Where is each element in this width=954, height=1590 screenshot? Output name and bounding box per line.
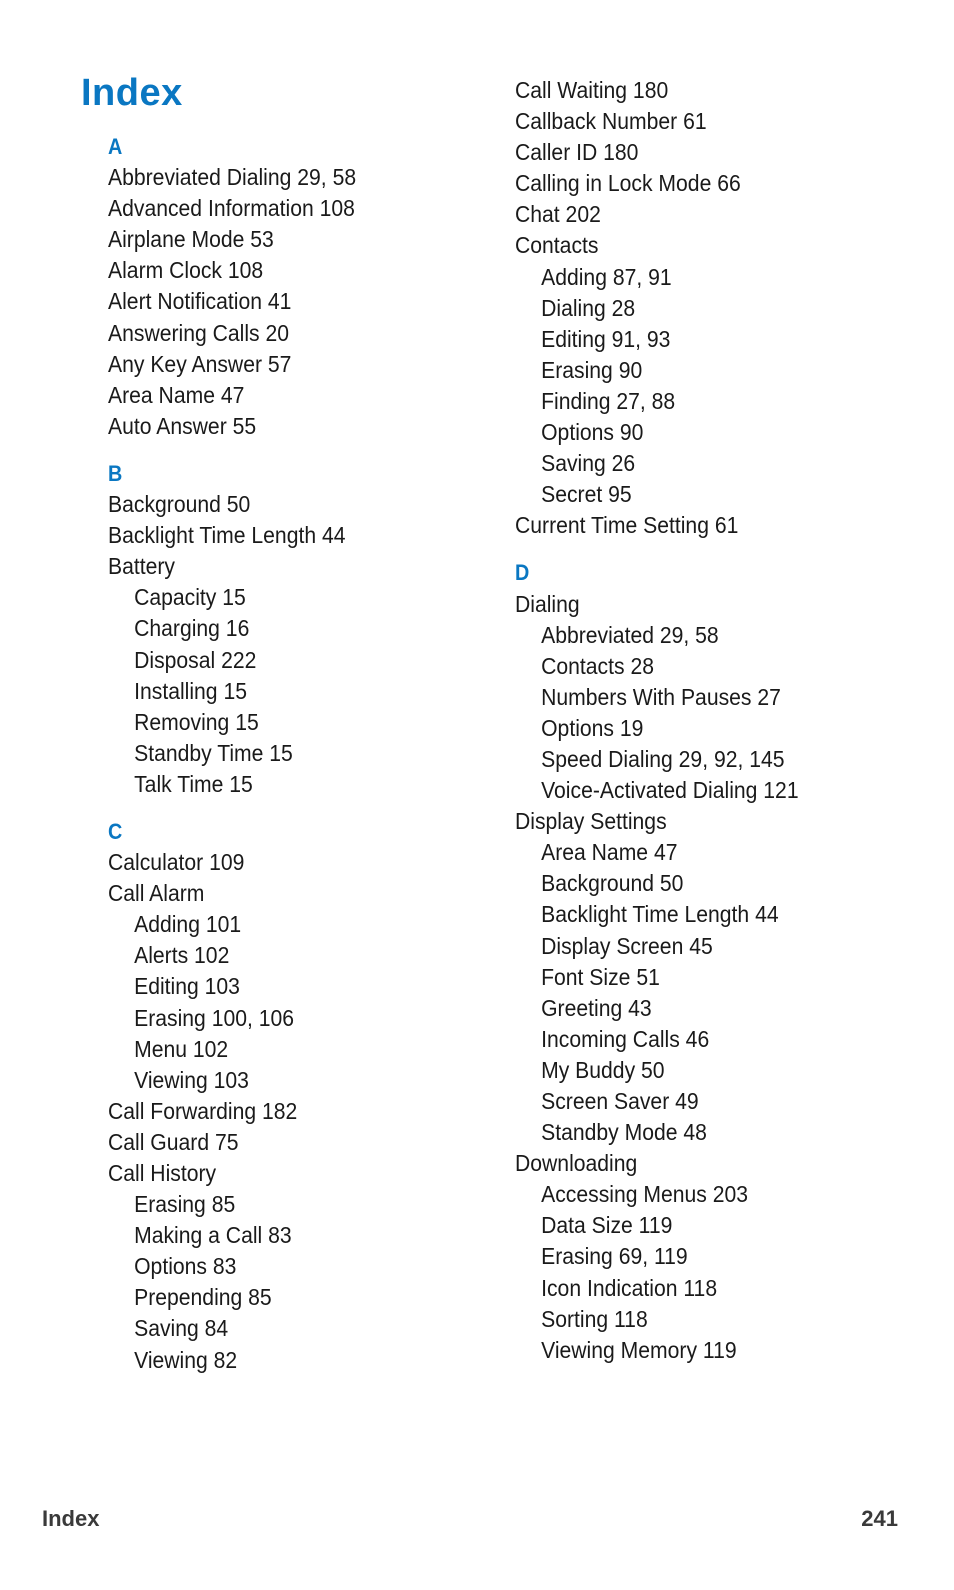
index-subentry: Voice-Activated Dialing 121 — [541, 777, 799, 804]
index-entry: Background 50 — [108, 491, 251, 518]
index-entry: Call Guard 75 — [108, 1128, 239, 1155]
section-letter: C — [108, 818, 123, 844]
section-spacer — [108, 800, 538, 816]
index-subentry: Icon Indication 118 — [541, 1274, 718, 1301]
index-entry: Area Name 47 — [108, 381, 245, 408]
index-entry: Calling in Lock Mode 66 — [515, 170, 741, 197]
index-entry: Call Alarm — [108, 880, 205, 907]
index-subentry: Secret 95 — [541, 481, 632, 508]
index-subentry: Erasing 85 — [134, 1191, 236, 1218]
section-letter: D — [515, 560, 530, 586]
index-subentry: Viewing 82 — [134, 1346, 238, 1373]
index-subentry: Erasing 90 — [541, 356, 643, 383]
index-subentry: Finding 27, 88 — [541, 387, 676, 414]
index-subentry: Viewing Memory 119 — [541, 1336, 737, 1363]
index-subentry: Numbers With Pauses 27 — [541, 683, 781, 710]
index-subentry: Backlight Time Length 44 — [541, 901, 779, 928]
index-subentry: Removing 15 — [134, 708, 259, 735]
section-letter: B — [108, 460, 123, 486]
index-subentry: Saving 26 — [541, 450, 636, 477]
index-subentry: Erasing 69, 119 — [541, 1243, 688, 1270]
index-entry: Backlight Time Length 44 — [108, 522, 346, 549]
index-subentry: Erasing 100, 106 — [134, 1004, 295, 1031]
section-spacer — [108, 442, 538, 458]
index-subentry: Contacts 28 — [541, 652, 654, 679]
footer-page-number: 241 — [861, 1506, 898, 1531]
index-subentry: Menu 102 — [134, 1035, 229, 1062]
index-entry: Any Key Answer 57 — [108, 350, 292, 377]
index-entry: Call History — [108, 1160, 217, 1186]
index-subentry: Prepending 85 — [134, 1284, 272, 1311]
index-subentry: Talk Time 15 — [134, 770, 253, 797]
section-letter: A — [108, 134, 123, 159]
index-subentry: Display Screen 45 — [541, 932, 713, 959]
index-subentry: Editing 91, 93 — [541, 325, 671, 352]
index-subentry: Font Size 51 — [541, 963, 660, 990]
index-entry: Alarm Clock 108 — [108, 257, 264, 284]
index-subentry: Options 90 — [541, 419, 644, 446]
index-subentry: My Buddy 50 — [541, 1056, 665, 1083]
index-entry: Advanced Information 108 — [108, 195, 355, 222]
index-subentry: Standby Mode 48 — [541, 1119, 707, 1146]
index-entry: Call Forwarding 182 — [108, 1097, 298, 1124]
index-entry: Alert Notification 41 — [108, 288, 292, 315]
index-entry: Calculator 109 — [108, 849, 245, 876]
index-subentry: Accessing Menus 203 — [541, 1181, 749, 1208]
index-entry: Contacts — [515, 232, 599, 259]
index-subentry: Adding 87, 91 — [541, 263, 672, 290]
index-subentry: Screen Saver 49 — [541, 1088, 699, 1114]
index-column-left — [108, 131, 538, 1376]
index-subentry: Data Size 119 — [541, 1212, 673, 1239]
index-entry: Call Waiting 180 — [515, 77, 669, 103]
index-subentry: Making a Call 83 — [134, 1222, 292, 1249]
index-entry: Downloading — [515, 1150, 638, 1177]
index-entry: Answering Calls 20 — [108, 319, 290, 346]
index-subentry: Installing 15 — [134, 677, 247, 704]
index-entry: Battery — [108, 553, 176, 580]
page-title: Index — [81, 72, 183, 114]
index-entry: Caller ID 180 — [515, 139, 639, 166]
index-entry: Display Settings — [515, 808, 667, 835]
index-subentry: Charging 16 — [134, 615, 250, 642]
index-subentry: Speed Dialing 29, 92, 145 — [541, 745, 785, 772]
index-subentry: Saving 84 — [134, 1315, 229, 1342]
index-entry: Auto Answer 55 — [108, 412, 257, 439]
index-subentry: Adding 101 — [134, 911, 242, 938]
index-subentry: Dialing 28 — [541, 294, 636, 321]
index-subentry: Background 50 — [541, 870, 684, 897]
index-subentry: Incoming Calls 46 — [541, 1025, 710, 1052]
index-subentry: Editing 103 — [134, 973, 240, 1000]
index-subentry: Options 19 — [541, 714, 644, 741]
section-spacer — [515, 541, 945, 557]
index-subentry: Sorting 118 — [541, 1305, 648, 1332]
index-entry: Current Time Setting 61 — [515, 512, 739, 539]
index-subentry: Options 83 — [134, 1253, 237, 1280]
index-subentry: Alerts 102 — [134, 942, 230, 969]
index-subentry: Standby Time 15 — [134, 739, 293, 766]
index-entry: Abbreviated Dialing 29, 58 — [108, 164, 357, 191]
index-entry: Dialing — [515, 590, 580, 617]
index-subentry: Viewing 103 — [134, 1066, 249, 1093]
index-entry: Chat 202 — [515, 201, 601, 228]
index-entry: Callback Number 61 — [515, 108, 707, 135]
index-column-right — [515, 75, 945, 1366]
index-subentry: Greeting 43 — [541, 994, 652, 1021]
index-subentry: Capacity 15 — [134, 584, 246, 611]
footer-section-label: Index — [42, 1506, 100, 1531]
index-entry: Airplane Mode 53 — [108, 226, 274, 253]
index-subentry: Abbreviated 29, 58 — [541, 621, 719, 648]
index-subentry: Disposal 222 — [134, 646, 257, 673]
index-subentry: Area Name 47 — [541, 839, 678, 866]
